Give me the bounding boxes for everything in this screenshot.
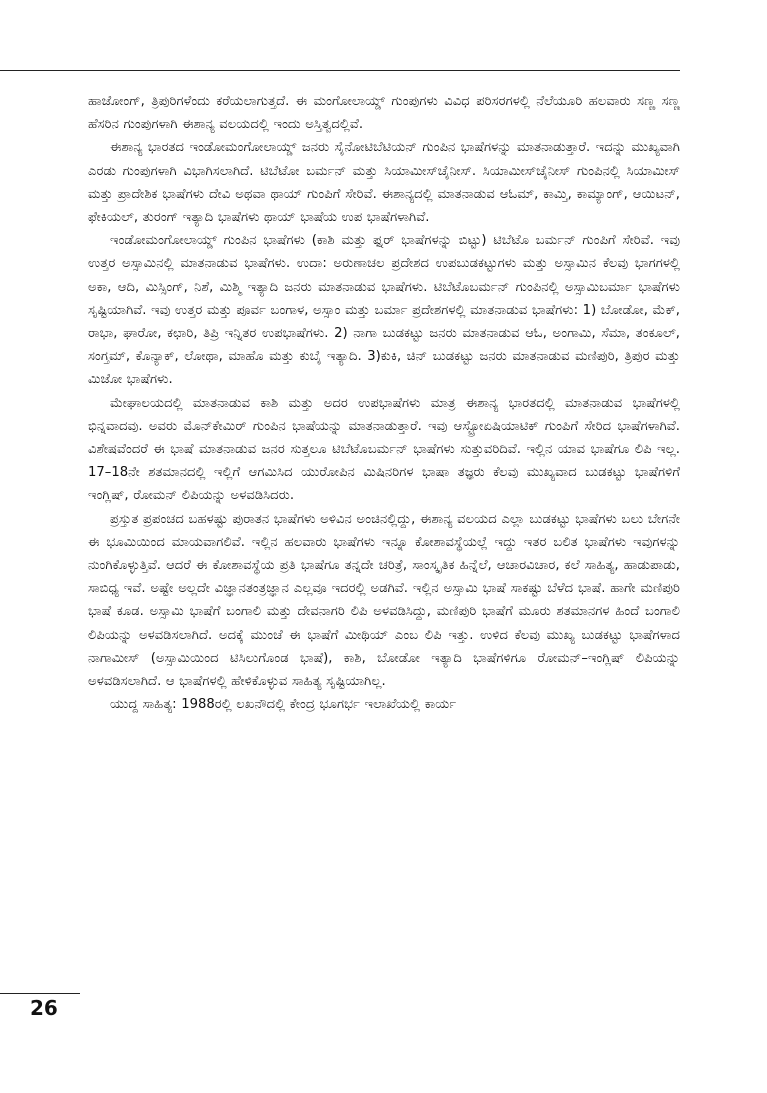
- page-body: [88, 90, 680, 716]
- paragraph-2: ಈಶಾನ್ಯ ಭಾರತದ ಇಂಡೋಮಂಗೋಲಾಯ್ಡ್ ಜನರು ಸೈನೋಟಿಬೆಟಿಯನ್ ಗುಂಪಿನ ಭಾಷೆಗಳನ್ನು ಮಾತನಾಡುತ್ತಾರೆ. ಇದನ್ನು ಮುಖ್ಯವಾಗಿ ಎರಡು ಗುಂಪುಗಳಾಗಿ ವಿಭಾಗಿಸಲಾಗಿದೆ. ಟಿಬೆಟೋ ಬರ್ಮನ್ ಮತ್ತು ಸಿಯಾಮೀಸ್‌ಚೈನೀಸ್. ಸಿಯಾಮೀಸ್‌ಚೈನೀಸ್ ಗುಂಪಿನಲ್ಲಿ ಸಿಯಾಮೀಸ್ ಮತ್ತು ಪ್ರಾದೇಶಿಕ ಭಾಷೆಗಳು ದೇವಿ ಅಥವಾ ಥಾಯ್ ಗುಂಪಿಗೆ ಸೇರಿವೆ. ಈಶಾನ್ಯದಲ್ಲಿ ಮಾತನಾಡುವ ಆಓಮ್, ಕಾಮ್ತಿ, ಕಾಮ್ಯಾಂಗ್, ಆಯಿಟನ್, ಫೇಕಿಯಲ್, ತುರಂಗ್ ಇತ್ಯಾದಿ ಭಾಷೆಗಳು ಥಾಯ್ ಭಾಷೆಯ ಉಪ ಭಾಷೆಗಳಾಗಿವೆ.: [88, 140, 680, 226]
- paragraph-4: ಮೇಘಾಲಯದಲ್ಲಿ ಮಾತನಾಡುವ ಕಾಶಿ ಮತ್ತು ಅದರ ಉಪಭಾಷೆಗಳು ಮಾತ್ರ ಈಶಾನ್ಯ ಭಾರತದಲ್ಲಿ ಮಾತನಾಡುವ ಭಾಷೆಗಳಲ್ಲಿ ಭಿನ್ನವಾದವು. ಅವರು ಮೊನ್‌ಕೇಮಿರ್ ಗುಂಪಿನ ಭಾಷೆಯನ್ನು ಮಾತನಾಡುತ್ತಾರೆ. ಇವು ಆಸ್ಟ್ರೋಏಷಿಯಾಟಿಕ್ ಗುಂಪಿಗೆ ಸೇರಿದ ಭಾಷೆಗಳಾಗಿವೆ. ವಿಶೇಷವೆಂದರೆ ಈ ಭಾಷೆ ಮಾತನಾಡುವ ಜನರ ಸುತ್ತಲೂ ಟಿಬೆಟೊಬರ್ಮನ್ ಭಾಷೆಗಳು ಸುತ್ತುವರಿದಿವೆ. ಇಲ್ಲಿನ ಯಾವ ಭಾಷೆಗೂ ಲಿಪಿ ಇಲ್ಲ. 17–18ನೇ ಶತಮಾನದಲ್ಲಿ ಇಲ್ಲಿಗೆ ಆಗಮಿಸಿದ ಯುರೋಪಿನ ಮಿಷಿನರಿಗಳ ಭಾಷಾ ತಜ್ಞರು ಕೆಲವು ಮುಖ್ಯವಾದ ಬುಡಕಟ್ಟು ಭಾಷೆಗಳಿಗೆ ಇಂಗ್ಲಿಷ್, ರೋಮನ್ ಲಿಪಿಯನ್ನು ಅಳವಡಿಸಿದರು.: [88, 395, 680, 504]
- paragraph-3: ಇಂಡೋಮಂಗೋಲಾಯ್ಡ್ ಗುಂಪಿನ ಭಾಷೆಗಳು (ಕಾಶಿ ಮತ್ತು ಫ್ನರ್ ಭಾಷೆಗಳನ್ನು ಬಿಟ್ಟು) ಟಿಬೆಟೊ ಬರ್ಮನ್ ಗುಂಪಿಗೆ ಸೇರಿವೆ. ಇವು ಉತ್ತರ ಅಸ್ಸಾಮಿನಲ್ಲಿ ಮಾತನಾಡುವ ಭಾಷೆಗಳು. ಉದಾ: ಅರುಣಾಚಲ ಪ್ರದೇಶದ ಉಪಬುಡಕಟ್ಟುಗಳು ಮತ್ತು ಅಸ್ಸಾಮಿನ ಕೆಲವು ಭಾಗಗಳಲ್ಲಿ ಅಕಾ, ಆದಿ, ಮಿಸ್ಸಿಂಗ್, ನಿಶೆ, ಮಿಶ್ಮಿ ಇತ್ಯಾದಿ ಜನರು ಮಾತನಾಡುವ ಭಾಷೆಗಳು. ಟಿಬೆಟೊಬರ್ಮನ್ ಗುಂಪಿನಲ್ಲಿ ಅಸ್ಸಾಮಿಬರ್ಮಾ ಭಾಷೆಗಳು ಸೃಷ್ಟಿಯಾಗಿವೆ. ಇವು ಉತ್ತರ ಮತ್ತು ಪೂರ್ವ ಬಂಗಾಳ, ಅಸ್ಸಾಂ ಮತ್ತು ಬರ್ಮಾ ಪ್ರದೇಶಗಳಲ್ಲಿ ಮಾತನಾಡುವ ಭಾಷೆಗಳು: 1) ಬೋಡೋ, ಮೆಕ್, ರಾಭಾ, ಘಾರೋ, ಕಛಾರಿ, ತಿಪ್ರಿ ಇನ್ನಿತರ ಉಪಭಾಷೆಗಳು. 2) ನಾಗಾ ಬುಡಕಟ್ಟು ಜನರು ಮಾತನಾಡುವ ಆಓ, ಅಂಗಾಮಿ, ಸೆಮಾ, ತಂಕೂಲ್, ಸಂಗ್ತಮ್, ಕೊನ್ಯಾಕ್, ಲೋಥಾ, ಮಾಹೊ ಮತ್ತು ಕುಬೈ ಇತ್ಯಾದಿ. 3)ಕುಕಿ, ಚಿನ್ ಬುಡಕಟ್ಟು ಜನರು ಮಾತನಾಡುವ ಮಣಿಪುರಿ, ತ್ರಿಪುರ ಮತ್ತು ಮಿಜೋ ಭಾಷೆಗಳು.: [88, 233, 680, 388]
- paragraph-1: ಹಾಜೋಂಗ್, ತ್ರಿಪುರಿಗಳೆಂದು ಕರೆಯಲಾಗುತ್ತದೆ. ಈ ಮಂಗೋಲಾಯ್ಡ್ ಗುಂಪುಗಳು ವಿವಿಧ ಪರಿಸರಗಳಲ್ಲಿ ನೆಲೆಯೂರಿ ಹಲವಾರು ಸಣ್ಣ ಸಣ್ಣ ಹೆಸರಿನ ಗುಂಪುಗಳಾಗಿ ಈಶಾನ್ಯ ವಲಯದಲ್ಲಿ ಇಂದು ಅಸ್ತಿತ್ವದಲ್ಲಿವೆ.: [88, 94, 680, 133]
- top-rule: [0, 70, 680, 71]
- paragraph-6: ಯುದ್ದ ಸಾಹಿತ್ಯ: 1988ರಲ್ಲಿ ಲಖನೌದಲ್ಲಿ ಕೇಂದ್ರ ಭೂಗರ್ಭ ಇಲಾಖೆಯಲ್ಲಿ ಕಾರ್ಯ: [110, 697, 457, 713]
- paragraph-5: ಪ್ರಸ್ತುತ ಪ್ರಪಂಚದ ಬಹಳಷ್ಟು ಪುರಾತನ ಭಾಷೆಗಳು ಅಳಿವಿನ ಅಂಚಿನಲ್ಲಿದ್ದು, ಈಶಾನ್ಯ ವಲಯದ ಎಲ್ಲಾ ಬುಡಕಟ್ಟು ಭಾಷೆಗಳು ಬಲು ಬೇಗನೇ ಈ ಭೂಮಿಯಿಂದ ಮಾಯವಾಗಲಿವೆ. ಇಲ್ಲಿನ ಹಲವಾರು ಭಾಷೆಗಳು ಇನ್ನೂ ಕೋಶಾವಸ್ಥೆಯಲ್ಲೆ ಇದ್ದು ಇತರ ಬಲಿತ ಭಾಷೆಗಳು ಇವುಗಳನ್ನು ನುಂಗಿಕೊಳ್ಳುತ್ತಿವೆ. ಆದರೆ ಈ ಕೋಶಾವಸ್ಥೆಯ ಪ್ರತಿ ಭಾಷೆಗೂ ತನ್ನದೇ ಚರಿತ್ರೆ, ಸಾಂಸ್ಕೃತಿಕ ಹಿನ್ನೆಲೆ, ಆಚಾರವಿಚಾರ, ಕಲೆ ಸಾಹಿತ್ಯ, ಹಾಡುಪಾಡು, ಸಾಬಿಧ್ಯ ಇವೆ. ಅಷ್ಟೇ ಅಲ್ಲದೇ ವಿಜ್ಞಾನತಂತ್ರಜ್ಞಾನ ಎಲ್ಲವೂ ಇದರಲ್ಲಿ ಅಡಗಿವೆ. ಇಲ್ಲಿನ ಅಸ್ಸಾಮಿ ಭಾಷೆ ಸಾಕಷ್ಟು ಬೆಳೆದ ಭಾಷೆ. ಹಾಗೇ ಮಣಿಪುರಿ ಭಾಷೆ ಕೂಡ. ಅಸ್ಸಾಮಿ ಭಾಷೆಗೆ ಬಂಗಾಲಿ ಮತ್ತು ದೇವನಾಗರಿ ಲಿಪಿ ಅಳವಡಿಸಿದ್ದು, ಮಣಿಪುರಿ ಭಾಷೆಗೆ ಮೂರು ಶತಮಾನಗಳ ಹಿಂದೆ ಬಂಗಾಲಿ ಲಿಪಿಯನ್ನು ಅಳವಡಿಸಲಾಗಿದೆ. ಅದಕ್ಕೆ ಮುಂಚೆ ಈ ಭಾಷೆಗೆ ಮೀಥಿಯ್ ಎಂಬ ಲಿಪಿ ಇತ್ತು. ಉಳಿದ ಕೆಲವು ಮುಖ್ಯ ಬುಡಕಟ್ಟು ಭಾಷೆಗಳಾದ ನಾಗಾಮೀಸ್ (ಅಸ್ಸಾಮಿಯಿಂದ ಟಿಸಿಲುಗೊಂಡ ಭಾಷೆ), ಕಾಶಿ, ಬೋಡೋ ಇತ್ಯಾದಿ ಭಾಷೆಗಳಿಗೂ ರೋಮನ್–ಇಂಗ್ಲಿಷ್ ಲಿಪಿಯನ್ನು ಅಳವಡಿಸಲಾಗಿದೆ. ಆ ಭಾಷೆಗಳಲ್ಲಿ ಹೇಳಿಕೊಳ್ಳುವ ಸಾಹಿತ್ಯ ಸೃಷ್ಟಿಯಾಗಿಲ್ಲ.: [88, 511, 680, 690]
- page-number: 26: [30, 996, 58, 1020]
- footer-rule: [0, 993, 80, 994]
